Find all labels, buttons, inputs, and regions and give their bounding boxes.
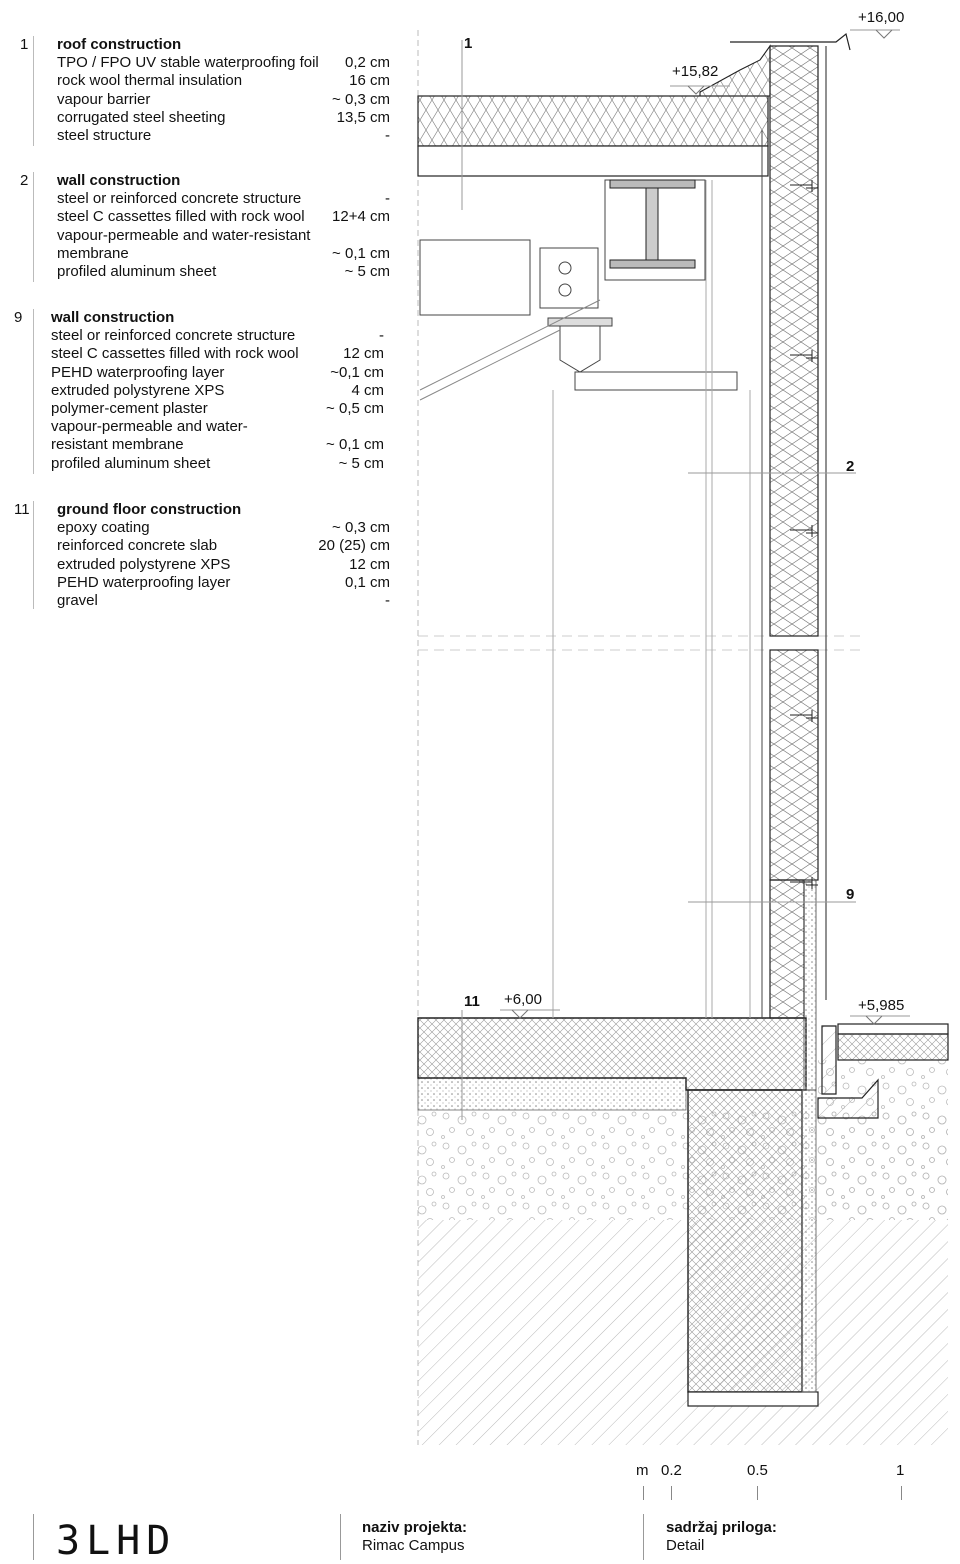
- content-label: sadržaj priloga:: [666, 1519, 777, 1536]
- outside-paving: [838, 1034, 948, 1060]
- legend-row-value: 12+4 cm: [332, 208, 390, 226]
- legend-row-label: steel C cassettes filled with rock wool: [57, 208, 305, 226]
- legend-row-value: 4 cm: [351, 381, 384, 399]
- legend-row-value: 12 cm: [349, 555, 390, 573]
- legend-row-value: -: [385, 190, 390, 208]
- legend-row-value: ~ 5 cm: [344, 263, 390, 280]
- legend-row-value: -: [379, 327, 384, 345]
- level-roof-label: +15,82: [672, 63, 719, 80]
- foundation-beam: [688, 1090, 802, 1392]
- legend-row-label: rock wool thermal insulation: [57, 72, 243, 90]
- legend-number: 1: [20, 36, 29, 53]
- legend-row-label: TPO / FPO UV stable waterproofing foil: [57, 54, 319, 72]
- roof-insulation: [418, 96, 768, 146]
- legend-row-label: steel C cassettes filled with rock wool: [51, 345, 299, 363]
- legend-title: wall construction: [51, 309, 175, 326]
- legend-row-label: PEHD waterproofing layer: [51, 363, 225, 381]
- legend-title: ground floor construction: [57, 501, 242, 518]
- scale-tick-label: 0.2: [661, 1462, 682, 1479]
- legend-row-value: -: [385, 127, 390, 144]
- marker-2: 2: [846, 458, 855, 475]
- foundation-base: [688, 1392, 818, 1406]
- column-cap: [575, 372, 737, 390]
- scale-unit: m: [636, 1462, 649, 1479]
- wall-xps-plaster: [804, 880, 816, 1090]
- scale-tick: [757, 1486, 758, 1500]
- legend-row-value: ~ 5 cm: [338, 454, 384, 472]
- project-name-value: Rimac Campus: [362, 1537, 465, 1554]
- legend-row-label: resistant membrane: [51, 436, 184, 454]
- title-divider: [643, 1514, 644, 1560]
- legend-row-value: ~ 0,3 cm: [332, 519, 390, 537]
- level-top-label: +16,00: [858, 9, 905, 26]
- scale-tick: [901, 1486, 902, 1500]
- legend-row-label: vapour-permeable and water-resistant: [57, 226, 311, 244]
- brace-line: [420, 330, 560, 400]
- legend-title: wall construction: [57, 172, 181, 189]
- legend-row-label: corrugated steel sheeting: [57, 108, 226, 126]
- legend-row-value: ~ 0,1 cm: [326, 436, 384, 454]
- outside-gravel: [818, 1060, 948, 1220]
- outside-paving-top: [838, 1024, 948, 1034]
- legend-row-label: extruded polystyrene XPS: [57, 555, 231, 573]
- foundation-xps: [802, 1090, 816, 1392]
- legend-row-value: ~ 0,3 cm: [332, 90, 390, 108]
- column-head: [560, 326, 600, 372]
- legend-row-value: 16 cm: [349, 72, 390, 90]
- legend-row-label: steel or reinforced concrete structure: [51, 327, 296, 345]
- legend-row-label: membrane: [57, 244, 129, 262]
- level-outside-label: +5,985: [858, 997, 905, 1014]
- i-beam-top-flange: [610, 180, 695, 188]
- scale-tick: [643, 1486, 644, 1500]
- scale-tick-label: 1: [896, 1462, 905, 1479]
- company-logo: 3LHD: [56, 1518, 177, 1564]
- legend-row-value: ~0,1 cm: [330, 363, 384, 381]
- legend-number: 11: [14, 501, 30, 518]
- legend-row-label: extruded polystyrene XPS: [51, 381, 225, 399]
- level-marker-top: [850, 30, 900, 38]
- legend-row-value: -: [385, 592, 390, 609]
- title-divider: [33, 1514, 34, 1560]
- legend-row-label: vapour barrier: [57, 90, 151, 108]
- i-beam-bottom-flange: [610, 260, 695, 268]
- legend-number: 9: [14, 309, 23, 326]
- legend-row-label: PEHD waterproofing layer: [57, 573, 231, 591]
- legend-title: roof construction: [57, 36, 182, 53]
- marker-9: 9: [846, 886, 855, 903]
- wall-insulation-upper: [770, 46, 818, 636]
- legend-row-value: ~ 0,5 cm: [326, 400, 384, 417]
- legend-row-label: steel structure: [57, 127, 152, 144]
- legend-row-label: profiled aluminum sheet: [51, 454, 211, 472]
- steel-bracket-arm: [420, 240, 530, 315]
- soil-layer: [418, 1220, 948, 1445]
- legend-row-label: vapour-permeable and water-: [51, 418, 248, 436]
- legend-row-label: polymer-cement plaster: [51, 400, 208, 417]
- xps-under-slab: [418, 1078, 686, 1110]
- legend-row-label: reinforced concrete slab: [57, 537, 218, 555]
- scale-tick-label: 0.5: [747, 1462, 768, 1479]
- base-plate: [548, 318, 612, 326]
- project-name-label: naziv projekta:: [362, 1519, 468, 1536]
- legend-row-value: 13,5 cm: [336, 108, 390, 126]
- legend-row-value: 12 cm: [343, 345, 384, 363]
- legend-row-value: 20 (25) cm: [318, 537, 390, 555]
- bolt-plate: [540, 248, 598, 308]
- legend-row-value: 0,2 cm: [344, 54, 390, 72]
- wall-insulation-lower: [770, 880, 804, 1018]
- i-beam-web: [646, 188, 658, 260]
- marker-11: 11: [464, 993, 480, 1010]
- curb-stone: [822, 1026, 836, 1094]
- legend-row-label: profiled aluminum sheet: [57, 263, 217, 280]
- scale-tick: [671, 1486, 672, 1500]
- title-divider: [340, 1514, 341, 1560]
- wall-insulation-mid: [770, 650, 818, 880]
- legend-row-label: gravel: [57, 592, 98, 609]
- legend-row-label: steel or reinforced concrete structure: [57, 190, 302, 208]
- content-value: Detail: [666, 1537, 705, 1554]
- marker-1: 1: [464, 35, 473, 52]
- level-marker-outside: [850, 1016, 910, 1024]
- legend-row-label: epoxy coating: [57, 519, 150, 537]
- brace-line: [420, 300, 600, 390]
- level-floor-label: +6,00: [504, 991, 542, 1008]
- level-marker-floor: [500, 1010, 560, 1018]
- legend-row-value: 0,1 cm: [344, 573, 390, 591]
- roof-steel-sheeting: [418, 146, 768, 176]
- legend-number: 2: [20, 172, 29, 189]
- legend-row-value: ~ 0,1 cm: [332, 244, 390, 262]
